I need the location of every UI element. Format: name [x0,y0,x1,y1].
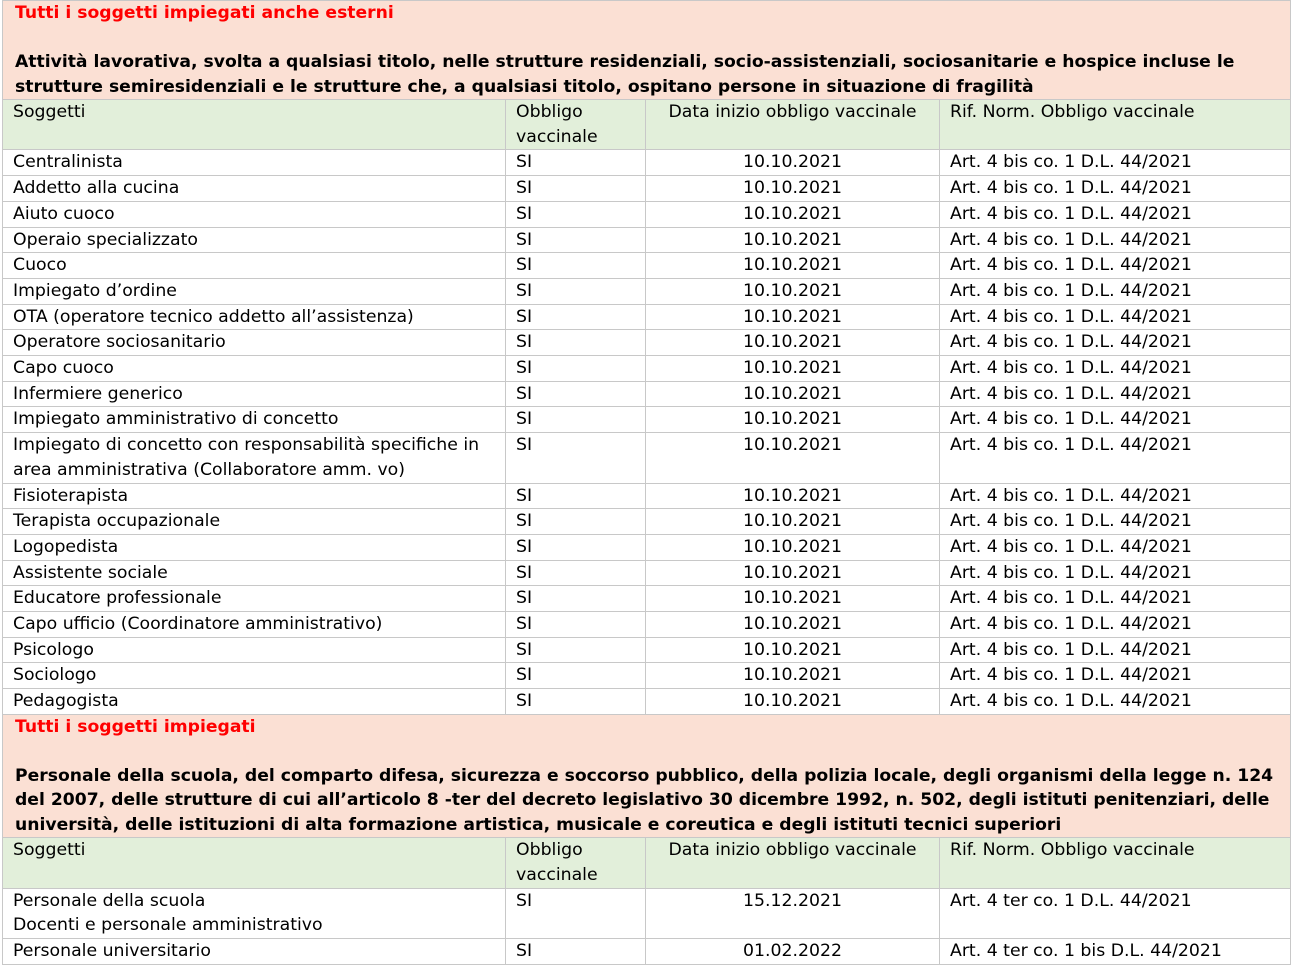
cell-soggetto: Educatore professionale [3,586,506,612]
cell-rif-norm: Art. 4 bis co. 1 D.L. 44/2021 [940,356,1291,382]
table-row [3,509,1291,535]
cell-obbligo: SI [506,330,646,356]
cell-rif-norm: Art. 4 bis co. 1 D.L. 44/2021 [940,483,1291,509]
cell-soggetto: Terapista occupazionale [3,509,506,535]
cell-soggetto: OTA (operatore tecnico addetto all’assistenza) [3,304,506,330]
cell-rif-norm: Art. 4 ter co. 1 D.L. 44/2021 [940,888,1291,938]
cell-data-inizio: 10.10.2021 [646,176,940,202]
cell-data-inizio: 10.10.2021 [646,356,940,382]
cell-data-inizio: 10.10.2021 [646,201,940,227]
cell-soggetto: Psicologo [3,637,506,663]
table-row [3,201,1291,227]
table-row [3,888,1291,938]
cell-rif-norm: Art. 4 bis co. 1 D.L. 44/2021 [940,509,1291,535]
cell-obbligo: SI [506,560,646,586]
cell-soggetto: Pedagogista [3,689,506,715]
cell-rif-norm: Art. 4 bis co. 1 D.L. 44/2021 [940,637,1291,663]
table-row [3,586,1291,612]
cell-soggetto: Fisioterapista [3,483,506,509]
cell-data-inizio: 10.10.2021 [646,509,940,535]
cell-data-inizio: 10.10.2021 [646,407,940,433]
cell-data-inizio: 10.10.2021 [646,483,940,509]
cell-obbligo: SI [506,278,646,304]
cell-soggetto: Addetto alla cucina [3,176,506,202]
cell-obbligo: SI [506,888,646,938]
cell-soggetto: Impiegato amministrativo di concetto [3,407,506,433]
cell-obbligo: SI [506,356,646,382]
section-description: Personale della scuola, del comparto difesa, sicurezza e soccorso pubblico, della polizia locale, degli organismi della legge n. 124 del 2007, delle strutture di cui all’articolo 8 -ter del decreto legislativo 30 dicembre 1992, n. 502, degli istituti penitenziari, delle università, delle istituzioni di alta formazione artistica, musicale e coreutica e degli istituti tecnici superiori [15,765,1274,835]
header-soggetti: Soggetti [3,100,506,150]
header-obbligo-vaccinale: Obbligo vaccinale [506,100,646,150]
section-heading [3,1,1291,100]
section-heading-cell [3,714,1291,838]
cell-soggetto: Capo cuoco [3,356,506,382]
cell-rif-norm: Art. 4 bis co. 1 D.L. 44/2021 [940,227,1291,253]
cell-obbligo: SI [506,663,646,689]
column-header-row [3,100,1291,150]
cell-rif-norm: Art. 4 bis co. 1 D.L. 44/2021 [940,381,1291,407]
table-row [3,483,1291,509]
cell-data-inizio: 10.10.2021 [646,586,940,612]
cell-data-inizio: 10.10.2021 [646,689,940,715]
table-row [3,612,1291,638]
cell-rif-norm: Art. 4 bis co. 1 D.L. 44/2021 [940,689,1291,715]
table-row [3,356,1291,382]
table-row [3,176,1291,202]
table-row [3,227,1291,253]
cell-rif-norm: Art. 4 bis co. 1 D.L. 44/2021 [940,150,1291,176]
cell-soggetto: Operaio specializzato [3,227,506,253]
cell-rif-norm: Art. 4 bis co. 1 D.L. 44/2021 [940,201,1291,227]
table-row [3,433,1291,483]
cell-soggetto: Assistente sociale [3,560,506,586]
cell-soggetto: Personale universitario [3,939,506,965]
cell-rif-norm: Art. 4 bis co. 1 D.L. 44/2021 [940,304,1291,330]
table-row [3,939,1291,965]
cell-obbligo: SI [506,534,646,560]
cell-obbligo: SI [506,939,646,965]
cell-data-inizio: 10.10.2021 [646,150,940,176]
table-row [3,689,1291,715]
section-heading-cell [3,1,1291,100]
cell-obbligo: SI [506,637,646,663]
cell-rif-norm: Art. 4 bis co. 1 D.L. 44/2021 [940,433,1291,483]
cell-rif-norm: Art. 4 bis co. 1 D.L. 44/2021 [940,176,1291,202]
header-soggetti: Soggetti [3,838,506,888]
header-data-inizio: Data inizio obbligo vaccinale [646,100,940,150]
cell-data-inizio: 10.10.2021 [646,278,940,304]
cell-rif-norm: Art. 4 bis co. 1 D.L. 44/2021 [940,586,1291,612]
column-header-row [3,838,1291,888]
cell-rif-norm: Art. 4 bis co. 1 D.L. 44/2021 [940,407,1291,433]
cell-soggetto: Centralinista [3,150,506,176]
cell-obbligo: SI [506,689,646,715]
cell-data-inizio: 10.10.2021 [646,227,940,253]
cell-data-inizio: 10.10.2021 [646,534,940,560]
cell-obbligo: SI [506,612,646,638]
cell-soggetto: Logopedista [3,534,506,560]
cell-soggetto: Impiegato di concetto con responsabilità specifiche in area amministrativa (Collaboratore amm. vo) [3,433,506,483]
table-row [3,278,1291,304]
section-spacer [15,26,1284,51]
cell-obbligo: SI [506,253,646,279]
cell-soggetto: Operatore sociosanitario [3,330,506,356]
cell-obbligo: SI [506,407,646,433]
cell-obbligo: SI [506,433,646,483]
section-spacer [15,739,1284,764]
cell-data-inizio: 10.10.2021 [646,560,940,586]
cell-soggetto: Cuoco [3,253,506,279]
cell-obbligo: SI [506,509,646,535]
cell-obbligo: SI [506,586,646,612]
cell-soggetto: Impiegato d’ordine [3,278,506,304]
cell-data-inizio: 15.12.2021 [646,888,940,938]
cell-rif-norm: Art. 4 bis co. 1 D.L. 44/2021 [940,278,1291,304]
cell-data-inizio: 10.10.2021 [646,637,940,663]
cell-soggetto: Capo ufficio (Coordinatore amministrativo) [3,612,506,638]
cell-data-inizio: 10.10.2021 [646,330,940,356]
section-subtitle: Tutti i soggetti impiegati anche esterni [15,3,394,23]
section-description: Attività lavorativa, svolta a qualsiasi titolo, nelle strutture residenziali, socio-assistenziali, sociosanitarie e hospice incluse le strutture semiresidenziali e le strutture che, a qualsiasi titolo, ospitano persone in situazione di fragilità [15,52,1235,97]
cell-rif-norm: Art. 4 bis co. 1 D.L. 44/2021 [940,663,1291,689]
cell-data-inizio: 10.10.2021 [646,304,940,330]
header-obbligo-vaccinale: Obbligo vaccinale [506,838,646,888]
cell-obbligo: SI [506,381,646,407]
table-row [3,253,1291,279]
header-rif-norm: Rif. Norm. Obbligo vaccinale [940,838,1291,888]
section-subtitle: Tutti i soggetti impiegati [15,716,256,737]
cell-data-inizio: 10.10.2021 [646,253,940,279]
header-rif-norm: Rif. Norm. Obbligo vaccinale [940,100,1291,150]
cell-obbligo: SI [506,176,646,202]
cell-soggetto: Personale della scuola Docenti e personale amministrativo [3,888,506,938]
section-heading [3,714,1291,838]
cell-soggetto: Aiuto cuoco [3,201,506,227]
table-row [3,304,1291,330]
table-row [3,330,1291,356]
cell-data-inizio: 10.10.2021 [646,433,940,483]
header-data-inizio: Data inizio obbligo vaccinale [646,838,940,888]
cell-obbligo: SI [506,483,646,509]
table-row [3,407,1291,433]
cell-obbligo: SI [506,201,646,227]
table-row [3,534,1291,560]
cell-rif-norm: Art. 4 bis co. 1 D.L. 44/2021 [940,534,1291,560]
cell-rif-norm: Art. 4 bis co. 1 D.L. 44/2021 [940,612,1291,638]
vaccination-obligation-table [2,0,1291,965]
cell-obbligo: SI [506,227,646,253]
table-row [3,637,1291,663]
table-row [3,663,1291,689]
cell-obbligo: SI [506,304,646,330]
cell-rif-norm: Art. 4 bis co. 1 D.L. 44/2021 [940,253,1291,279]
table-row [3,560,1291,586]
cell-soggetto: Sociologo [3,663,506,689]
cell-rif-norm: Art. 4 bis co. 1 D.L. 44/2021 [940,330,1291,356]
cell-rif-norm: Art. 4 ter co. 1 bis D.L. 44/2021 [940,939,1291,965]
cell-data-inizio: 10.10.2021 [646,663,940,689]
cell-data-inizio: 10.10.2021 [646,612,940,638]
table-row [3,381,1291,407]
cell-data-inizio: 01.02.2022 [646,939,940,965]
cell-obbligo: SI [506,150,646,176]
cell-soggetto: Infermiere generico [3,381,506,407]
cell-rif-norm: Art. 4 bis co. 1 D.L. 44/2021 [940,560,1291,586]
table-row [3,150,1291,176]
cell-data-inizio: 10.10.2021 [646,381,940,407]
